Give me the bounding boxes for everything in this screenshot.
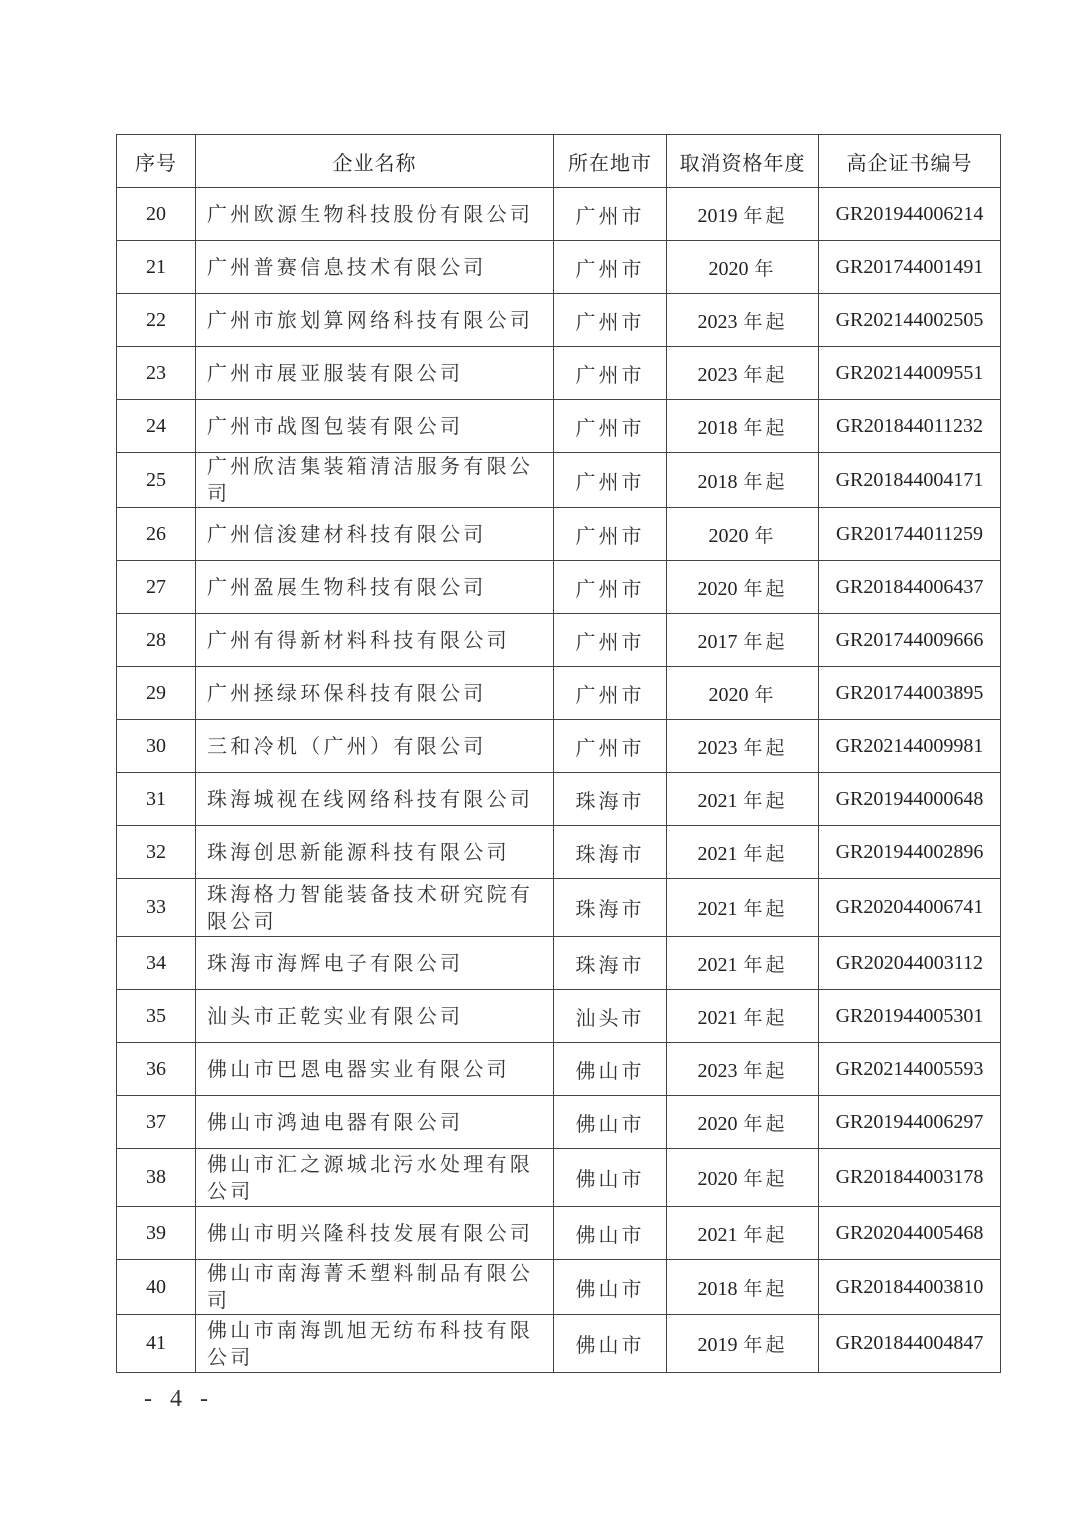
row-certificate-number: GR202144009551 bbox=[819, 347, 1001, 400]
table-row bbox=[117, 400, 1001, 453]
row-serial-number: 33 bbox=[117, 879, 196, 937]
row-revocation-year bbox=[667, 879, 819, 937]
year-suffix: 年起 bbox=[743, 1277, 788, 1300]
year-value: 2019 bbox=[697, 1334, 738, 1356]
row-serial-number: 23 bbox=[117, 347, 196, 400]
year-value: 2018 bbox=[697, 1277, 738, 1300]
row-revocation-year bbox=[667, 347, 819, 400]
table-row bbox=[117, 773, 1001, 826]
row-serial-number: 29 bbox=[117, 667, 196, 720]
row-enterprise-name: 广州信浚建材科技有限公司 bbox=[196, 508, 554, 561]
year-suffix: 年起 bbox=[743, 1168, 788, 1190]
row-enterprise-name: 广州有得新材料科技有限公司 bbox=[196, 614, 554, 667]
table-row bbox=[117, 508, 1001, 561]
row-revocation-year bbox=[667, 1260, 819, 1315]
row-serial-number: 30 bbox=[117, 720, 196, 773]
table-row bbox=[117, 937, 1001, 990]
row-city: 珠海市 bbox=[554, 773, 667, 826]
header-city: 所在地市 bbox=[554, 135, 667, 188]
row-revocation-year bbox=[667, 826, 819, 879]
row-enterprise-name: 广州普赛信息技术有限公司 bbox=[196, 241, 554, 294]
row-certificate-number: GR201844006437 bbox=[819, 561, 1001, 614]
row-city: 广州市 bbox=[554, 400, 667, 453]
row-enterprise-name: 三和冷机（广州）有限公司 bbox=[196, 720, 554, 773]
year-value: 2023 bbox=[697, 1059, 738, 1082]
header-revocation-year: 取消资格年度 bbox=[667, 135, 819, 188]
row-enterprise-name: 广州欣洁集装箱清洁服务有限公司 bbox=[196, 453, 554, 508]
row-serial-number: 24 bbox=[117, 400, 196, 453]
table-row bbox=[117, 347, 1001, 400]
table-header-row bbox=[117, 135, 1001, 188]
row-city: 广州市 bbox=[554, 667, 667, 720]
row-certificate-number: GR201844003178 bbox=[819, 1149, 1001, 1207]
year-suffix: 年 bbox=[754, 683, 777, 706]
row-enterprise-name: 佛山市南海凯旭无纺布科技有限公司 bbox=[196, 1315, 554, 1373]
row-enterprise-name: 佛山市鸿迪电器有限公司 bbox=[196, 1096, 554, 1149]
row-certificate-number: GR202044003112 bbox=[819, 937, 1001, 990]
year-suffix: 年起 bbox=[743, 310, 788, 333]
row-enterprise-name: 广州盈展生物科技有限公司 bbox=[196, 561, 554, 614]
year-value: 2020 bbox=[697, 1112, 738, 1135]
row-revocation-year bbox=[667, 614, 819, 667]
row-revocation-year bbox=[667, 1315, 819, 1373]
table-row bbox=[117, 826, 1001, 879]
row-enterprise-name: 珠海市海辉电子有限公司 bbox=[196, 937, 554, 990]
row-revocation-year bbox=[667, 188, 819, 241]
row-city: 广州市 bbox=[554, 720, 667, 773]
year-value: 2020 bbox=[708, 683, 749, 706]
year-value: 2020 bbox=[697, 1168, 738, 1190]
row-revocation-year bbox=[667, 937, 819, 990]
row-revocation-year bbox=[667, 720, 819, 773]
row-certificate-number: GR202144005593 bbox=[819, 1043, 1001, 1096]
revoked-enterprises-table bbox=[116, 134, 1001, 1373]
year-suffix: 年起 bbox=[743, 204, 788, 227]
row-city: 珠海市 bbox=[554, 937, 667, 990]
row-city: 佛山市 bbox=[554, 1315, 667, 1373]
row-city: 珠海市 bbox=[554, 826, 667, 879]
year-suffix: 年起 bbox=[743, 898, 788, 920]
year-suffix: 年起 bbox=[743, 416, 788, 439]
row-city: 广州市 bbox=[554, 347, 667, 400]
year-value: 2019 bbox=[697, 204, 738, 227]
row-serial-number: 21 bbox=[117, 241, 196, 294]
row-serial-number: 26 bbox=[117, 508, 196, 561]
row-certificate-number: GR201944006297 bbox=[819, 1096, 1001, 1149]
row-revocation-year bbox=[667, 1096, 819, 1149]
row-revocation-year bbox=[667, 561, 819, 614]
year-value: 2021 bbox=[697, 1006, 738, 1029]
row-city: 广州市 bbox=[554, 294, 667, 347]
row-serial-number: 37 bbox=[117, 1096, 196, 1149]
row-enterprise-name: 汕头市正乾实业有限公司 bbox=[196, 990, 554, 1043]
row-revocation-year bbox=[667, 990, 819, 1043]
table-row bbox=[117, 614, 1001, 667]
row-serial-number: 41 bbox=[117, 1315, 196, 1373]
year-value: 2021 bbox=[697, 1223, 738, 1246]
row-serial-number: 28 bbox=[117, 614, 196, 667]
header-serial-number: 序号 bbox=[117, 135, 196, 188]
year-value: 2020 bbox=[697, 577, 738, 600]
row-enterprise-name: 佛山市南海菁禾塑料制品有限公司 bbox=[196, 1260, 554, 1315]
table-row bbox=[117, 1260, 1001, 1315]
row-revocation-year bbox=[667, 453, 819, 508]
year-suffix: 年起 bbox=[743, 1112, 788, 1135]
header-enterprise-name: 企业名称 bbox=[196, 135, 554, 188]
year-suffix: 年起 bbox=[743, 1059, 788, 1082]
table-row bbox=[117, 561, 1001, 614]
row-certificate-number: GR201844004847 bbox=[819, 1315, 1001, 1373]
table-row bbox=[117, 879, 1001, 937]
row-serial-number: 39 bbox=[117, 1207, 196, 1260]
year-suffix: 年 bbox=[754, 257, 777, 280]
table-row bbox=[117, 294, 1001, 347]
row-enterprise-name: 广州市旅划算网络科技有限公司 bbox=[196, 294, 554, 347]
row-certificate-number: GR201844011232 bbox=[819, 400, 1001, 453]
row-city: 广州市 bbox=[554, 508, 667, 561]
row-serial-number: 25 bbox=[117, 453, 196, 508]
year-suffix: 年 bbox=[754, 524, 777, 547]
row-revocation-year bbox=[667, 773, 819, 826]
row-revocation-year bbox=[667, 1149, 819, 1207]
year-value: 2021 bbox=[697, 953, 738, 976]
row-revocation-year bbox=[667, 667, 819, 720]
row-city: 广州市 bbox=[554, 188, 667, 241]
year-value: 2023 bbox=[697, 310, 738, 333]
row-certificate-number: GR201744011259 bbox=[819, 508, 1001, 561]
row-city: 广州市 bbox=[554, 453, 667, 508]
row-serial-number: 36 bbox=[117, 1043, 196, 1096]
year-value: 2021 bbox=[697, 842, 738, 865]
year-suffix: 年起 bbox=[743, 736, 788, 759]
table-row bbox=[117, 453, 1001, 508]
table-row bbox=[117, 188, 1001, 241]
row-enterprise-name: 广州欧源生物科技股份有限公司 bbox=[196, 188, 554, 241]
row-serial-number: 31 bbox=[117, 773, 196, 826]
table-row bbox=[117, 1149, 1001, 1207]
year-value: 2018 bbox=[697, 470, 738, 493]
year-value: 2020 bbox=[708, 257, 749, 280]
row-serial-number: 35 bbox=[117, 990, 196, 1043]
row-city: 广州市 bbox=[554, 241, 667, 294]
row-certificate-number: GR201944002896 bbox=[819, 826, 1001, 879]
row-city: 佛山市 bbox=[554, 1149, 667, 1207]
year-value: 2021 bbox=[697, 789, 738, 812]
year-value: 2023 bbox=[697, 363, 738, 386]
row-enterprise-name: 佛山市汇之源城北污水处理有限公司 bbox=[196, 1149, 554, 1207]
row-serial-number: 22 bbox=[117, 294, 196, 347]
row-serial-number: 34 bbox=[117, 937, 196, 990]
row-certificate-number: GR202144002505 bbox=[819, 294, 1001, 347]
year-suffix: 年起 bbox=[743, 842, 788, 865]
row-certificate-number: GR202144009981 bbox=[819, 720, 1001, 773]
year-suffix: 年起 bbox=[743, 577, 788, 600]
row-certificate-number: GR201844004171 bbox=[819, 453, 1001, 508]
year-suffix: 年起 bbox=[743, 953, 788, 976]
table-row bbox=[117, 1315, 1001, 1373]
year-value: 2023 bbox=[697, 736, 738, 759]
table-row bbox=[117, 1096, 1001, 1149]
row-enterprise-name: 广州市展亚服装有限公司 bbox=[196, 347, 554, 400]
table-body bbox=[117, 188, 1001, 1373]
row-enterprise-name: 广州市战图包装有限公司 bbox=[196, 400, 554, 453]
year-suffix: 年起 bbox=[743, 363, 788, 386]
row-certificate-number: GR201744001491 bbox=[819, 241, 1001, 294]
year-value: 2017 bbox=[697, 630, 738, 653]
row-enterprise-name: 广州拯绿环保科技有限公司 bbox=[196, 667, 554, 720]
header-certificate-number: 高企证书编号 bbox=[819, 135, 1001, 188]
table-row bbox=[117, 720, 1001, 773]
row-city: 汕头市 bbox=[554, 990, 667, 1043]
row-revocation-year bbox=[667, 241, 819, 294]
row-city: 广州市 bbox=[554, 561, 667, 614]
row-enterprise-name: 佛山市明兴隆科技发展有限公司 bbox=[196, 1207, 554, 1260]
row-serial-number: 27 bbox=[117, 561, 196, 614]
year-suffix: 年起 bbox=[743, 1223, 788, 1246]
table-row bbox=[117, 990, 1001, 1043]
page-number: - 4 - bbox=[144, 1386, 214, 1412]
table-row bbox=[117, 1043, 1001, 1096]
row-city: 广州市 bbox=[554, 614, 667, 667]
row-serial-number: 40 bbox=[117, 1260, 196, 1315]
row-serial-number: 32 bbox=[117, 826, 196, 879]
row-serial-number: 20 bbox=[117, 188, 196, 241]
row-certificate-number: GR201944006214 bbox=[819, 188, 1001, 241]
year-suffix: 年起 bbox=[743, 630, 788, 653]
year-value: 2020 bbox=[708, 524, 749, 547]
year-suffix: 年起 bbox=[743, 1006, 788, 1029]
year-suffix: 年起 bbox=[743, 470, 788, 493]
row-city: 佛山市 bbox=[554, 1096, 667, 1149]
year-suffix: 年起 bbox=[743, 789, 788, 812]
row-enterprise-name: 珠海创思新能源科技有限公司 bbox=[196, 826, 554, 879]
row-certificate-number: GR201944000648 bbox=[819, 773, 1001, 826]
row-certificate-number: GR201844003810 bbox=[819, 1260, 1001, 1315]
row-revocation-year bbox=[667, 1043, 819, 1096]
table-row bbox=[117, 667, 1001, 720]
row-certificate-number: GR201744009666 bbox=[819, 614, 1001, 667]
row-city: 佛山市 bbox=[554, 1260, 667, 1315]
row-enterprise-name: 珠海城视在线网络科技有限公司 bbox=[196, 773, 554, 826]
row-revocation-year bbox=[667, 1207, 819, 1260]
row-enterprise-name: 佛山市巴恩电器实业有限公司 bbox=[196, 1043, 554, 1096]
row-certificate-number: GR201944005301 bbox=[819, 990, 1001, 1043]
row-city: 佛山市 bbox=[554, 1207, 667, 1260]
row-enterprise-name: 珠海格力智能装备技术研究院有限公司 bbox=[196, 879, 554, 937]
table-row bbox=[117, 1207, 1001, 1260]
row-certificate-number: GR202044005468 bbox=[819, 1207, 1001, 1260]
row-certificate-number: GR202044006741 bbox=[819, 879, 1001, 937]
year-suffix: 年起 bbox=[743, 1334, 788, 1356]
row-revocation-year bbox=[667, 508, 819, 561]
row-serial-number: 38 bbox=[117, 1149, 196, 1207]
table-row bbox=[117, 241, 1001, 294]
row-revocation-year bbox=[667, 400, 819, 453]
row-city: 佛山市 bbox=[554, 1043, 667, 1096]
row-city: 珠海市 bbox=[554, 879, 667, 937]
row-certificate-number: GR201744003895 bbox=[819, 667, 1001, 720]
year-value: 2021 bbox=[697, 898, 738, 920]
row-revocation-year bbox=[667, 294, 819, 347]
year-value: 2018 bbox=[697, 416, 738, 439]
